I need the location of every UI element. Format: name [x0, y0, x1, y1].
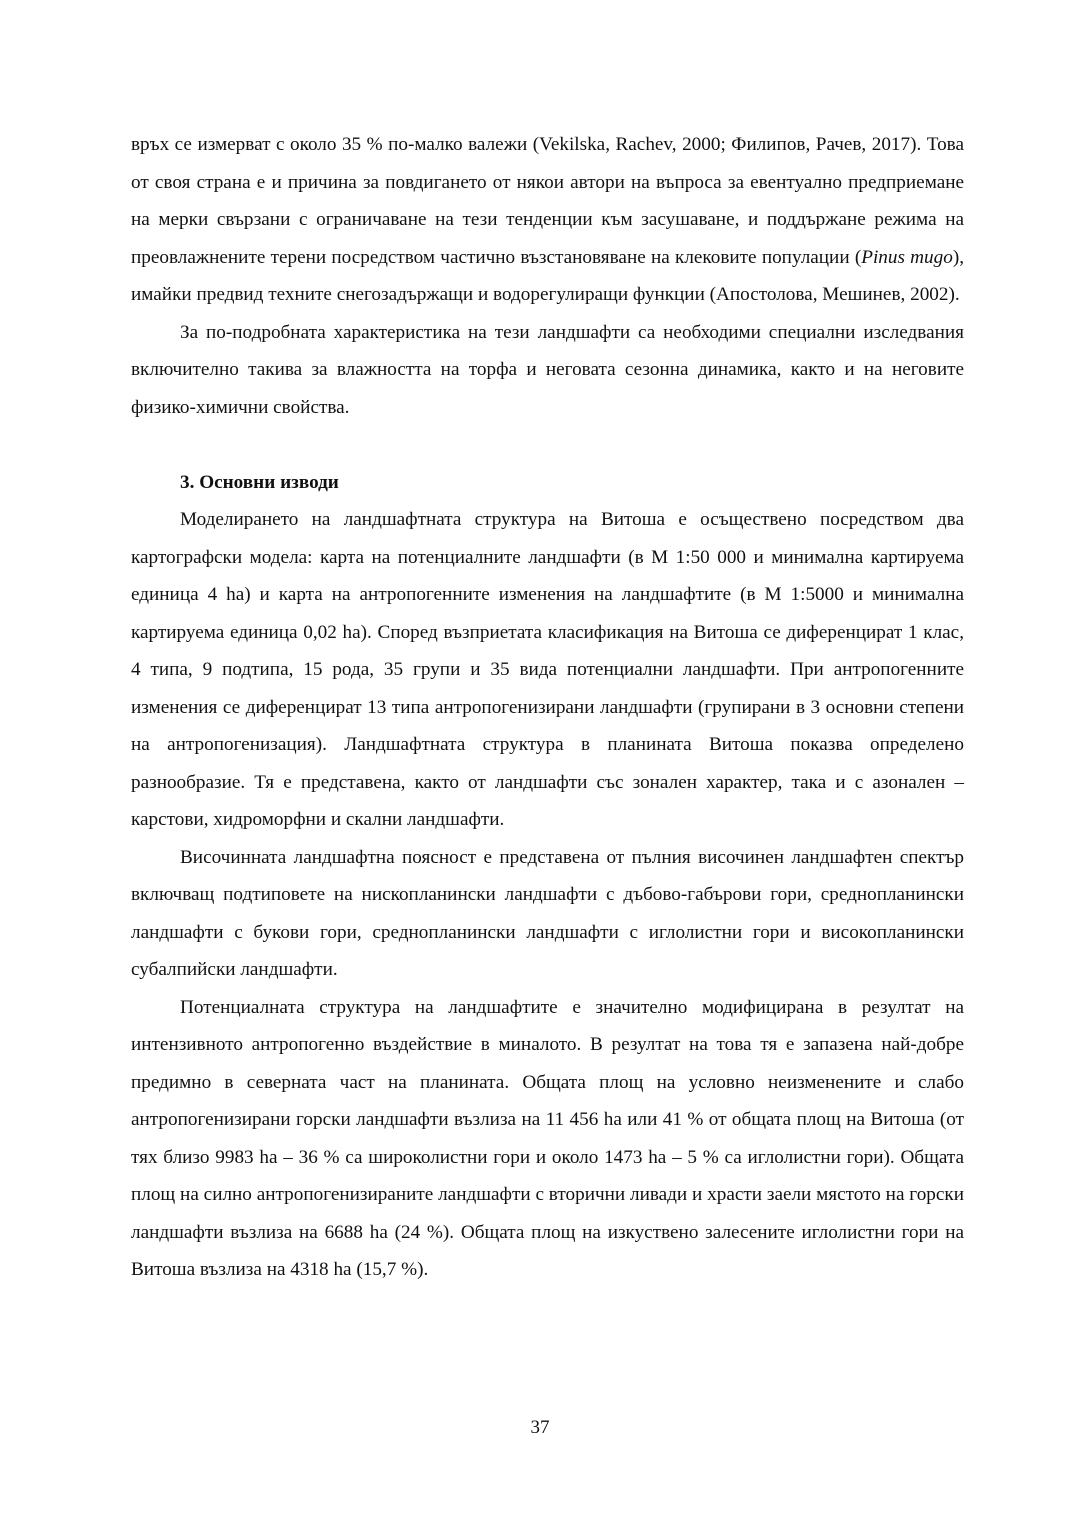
paragraph-text: връх се измерват с около 35 % по-малко валежи (Vekilska, Rachev, 2000; Филипов, Рачев, 2017). Това от своя страна е и причина за повдигането от някои автори на въпроса за евентуално предприемане на мерки свързани с ограничаване на тези тенденции към засушаване, и поддържане режима на преовлажнените терени посредством частично възстановяване на клековите популации (: [131, 134, 964, 268]
paragraph: Височинната ландшафтна поясност е представена от пълния височинен ландшафтен спектър включващ подтиповете на нископланински ландшафти с дъбово-габърови гори, среднопланински ландшафти с букови гори, среднопланински ландшафти с иглолистни гори и високопланински субалпийски ландшафти.: [131, 846, 964, 980]
paragraph: Потенциалната структура на ландшафтите е значително модифицирана в резултат на интензивното антропогенно въздействие в миналото. В резултат на това тя е запазена най-добре предимно в северната част на планината. Общата площ на условно неизменените и слабо антропогенизирани горски ландшафти възлиза на 11 456 ha или 41 % от общата площ на Витоша (от тях близо 9983 ha – 36 % са широколистни гори и около 1473 ha – 5 % са иглолистни гори). Общата площ на силно антропогенизираните ландшафти с вторични ливади и храсти заели мястото на горски ландшафти възлиза на 6688 ha (24 %). Общата площ на изкуствено залесените иглолистни гори на Витоша възлиза на 4318 ha (15,7 %).: [131, 996, 964, 1280]
paragraph: За по-подробната характеристика на тези ландшафти са необходими специални изследвания включително такива за влажността на торфа и неговата сезонна динамика, както и на неговите физико-химични свойства.: [131, 321, 964, 418]
species-name: Pinus mugo: [861, 246, 953, 268]
paragraph-text: ), имайки предвид техните снегозадържащи и водорегулиращи функции (Апостолова, Мешинев, 2002).: [131, 246, 965, 305]
paragraph-continuation: [131, 126, 964, 314]
section-heading: 3. Основни изводи: [180, 471, 339, 493]
page-body: [131, 126, 964, 1289]
page-number: 37: [530, 1417, 550, 1438]
paragraph: Моделирането на ландшафтната структура на Витоша е осъществено посредством два картографски модела: карта на потенциалните ландшафти (в М 1:50 000 и минимална картируема единица 4 ha) и карта на антропогенните изменения на ландшафтите (в М 1:5000 и минимална картируема единица 0,02 ha). Според възприетата класификация на Витоша се диференцират 1 клас, 4 типа, 9 подтипа, 15 рода, 35 групи и 35 вида потенциални ландшафти. При антропогенните изменения се диференцират 13 типа антропогенизирани ландшафти (групирани в 3 основни степени на антропогенизация). Ландшафтната структура в планината Витоша показва определено разнообразие. Тя е представена, както от ландшафти със зонален характер, така и с азонален – карстови, хидроморфни и скални ландшафти.: [131, 509, 964, 830]
